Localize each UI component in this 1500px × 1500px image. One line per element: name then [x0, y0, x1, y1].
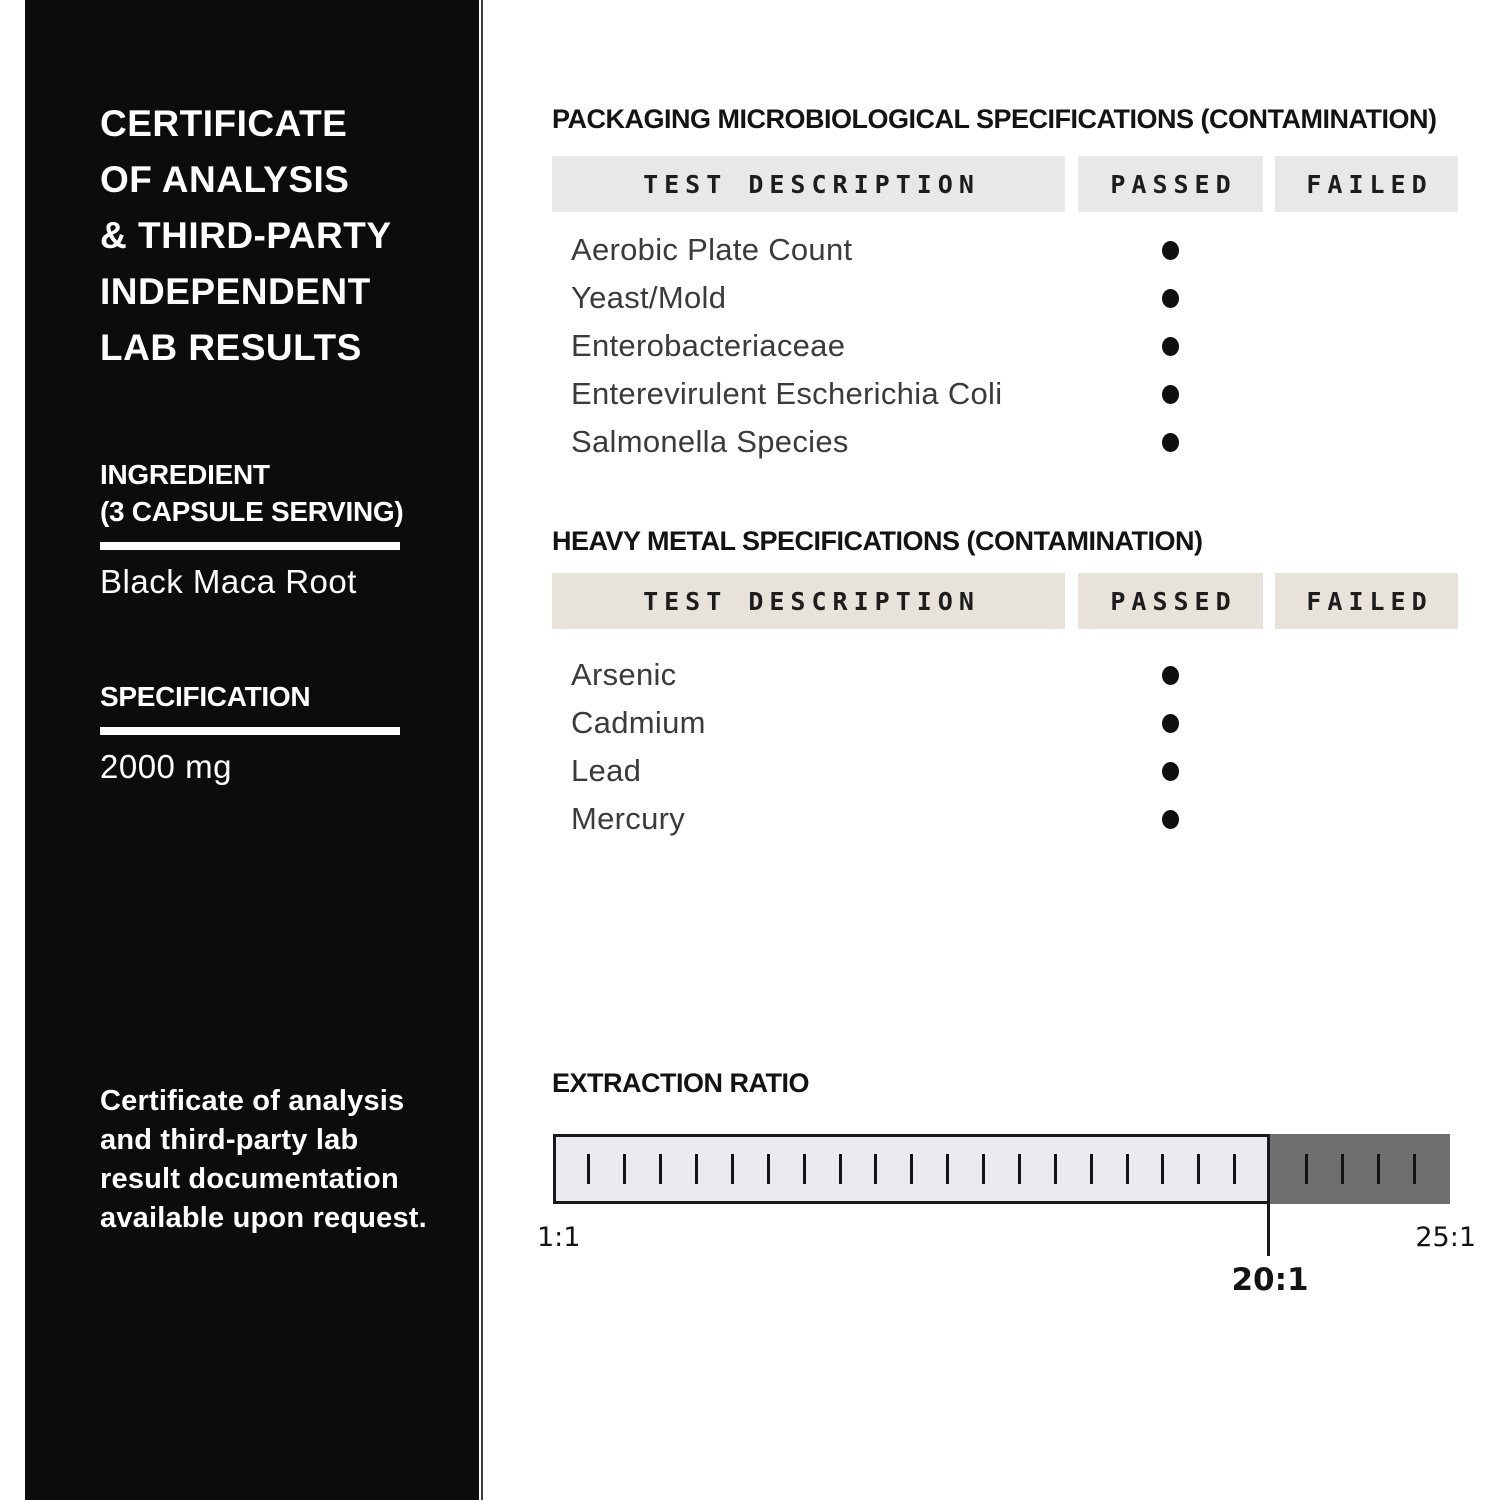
ingredient-section — [100, 456, 403, 602]
passed-dot — [1162, 433, 1179, 452]
ratio-tick — [587, 1154, 590, 1184]
table-row — [552, 226, 1458, 274]
column-header-passed: PASSED — [1078, 573, 1263, 629]
vertical-divider — [481, 0, 483, 1500]
heavy-metal-table-body — [552, 651, 1458, 843]
test-description: Arsenic — [571, 657, 677, 692]
ratio-tick — [659, 1154, 662, 1184]
microbiological-table-body — [552, 226, 1458, 466]
ingredient-value: Black Maca Root — [100, 563, 357, 600]
test-description: Salmonella Species — [571, 424, 849, 459]
test-description: Yeast/Mold — [571, 280, 727, 315]
ratio-tick — [946, 1154, 949, 1184]
extraction-ratio-heading: EXTRACTION RATIO — [552, 1068, 809, 1098]
specification-value: 2000 mg — [100, 748, 232, 785]
test-description: Lead — [571, 753, 642, 788]
ratio-tick — [1413, 1154, 1416, 1184]
column-header-test-description: TEST DESCRIPTION — [552, 573, 1065, 629]
passed-dot — [1162, 714, 1179, 733]
availability-note: Certificate of analysis and third-party lab result documentation available upon request. — [100, 1085, 427, 1234]
page-title-line: & THIRD-PARTY — [100, 215, 392, 256]
ratio-min-label: 1:1 — [537, 1222, 581, 1253]
page-title-line: INDEPENDENT — [100, 271, 371, 312]
ratio-tick — [839, 1154, 842, 1184]
extraction-ratio-bar — [553, 1134, 1450, 1204]
ratio-value-label: 20:1 — [1231, 1262, 1309, 1298]
table-row — [552, 795, 1458, 843]
table-row — [552, 322, 1458, 370]
ratio-tick — [910, 1154, 913, 1184]
page-title — [100, 96, 392, 376]
specification-section — [100, 678, 400, 787]
ratio-tick — [982, 1154, 985, 1184]
ratio-tick — [1233, 1154, 1236, 1184]
passed-dot — [1162, 241, 1179, 260]
ratio-tick — [731, 1154, 734, 1184]
table-row — [552, 274, 1458, 322]
microbiological-table-header — [552, 156, 1458, 212]
passed-dot — [1162, 337, 1179, 356]
passed-dot — [1162, 385, 1179, 404]
column-header-passed: PASSED — [1078, 156, 1263, 212]
ratio-tick — [1090, 1154, 1093, 1184]
ratio-tick — [1197, 1154, 1200, 1184]
ratio-tick — [1377, 1154, 1380, 1184]
test-description: Mercury — [571, 801, 686, 836]
passed-dot — [1162, 762, 1179, 781]
ratio-tick — [1341, 1154, 1344, 1184]
ratio-remaining-segment — [1270, 1134, 1450, 1204]
ratio-marker-line — [1267, 1134, 1270, 1256]
table-row — [552, 747, 1458, 795]
ratio-tick — [1054, 1154, 1057, 1184]
test-description: Aerobic Plate Count — [571, 232, 853, 267]
column-header-failed: FAILED — [1275, 156, 1458, 212]
table-row — [552, 418, 1458, 466]
ratio-tick — [803, 1154, 806, 1184]
test-description: Enterobacteriaceae — [571, 328, 846, 363]
ratio-tick — [1161, 1154, 1164, 1184]
ratio-tick — [1126, 1154, 1129, 1184]
white-rule — [100, 727, 400, 735]
ratio-tick — [695, 1154, 698, 1184]
passed-dot — [1162, 666, 1179, 685]
table-row — [552, 651, 1458, 699]
column-header-failed: FAILED — [1275, 573, 1458, 629]
passed-dot — [1162, 810, 1179, 829]
test-description: Cadmium — [571, 705, 706, 740]
heavy-metal-section-heading: HEAVY METAL SPECIFICATIONS (CONTAMINATION) — [552, 526, 1203, 556]
info-panel — [25, 0, 479, 1500]
test-description: Enterevirulent Escherichia Coli — [571, 376, 1003, 411]
ratio-tick — [1018, 1154, 1021, 1184]
ingredient-heading: INGREDIENT (3 CAPSULE SERVING) — [100, 459, 404, 527]
microbiological-section-heading: PACKAGING MICROBIOLOGICAL SPECIFICATIONS (CONTAMINATION) — [552, 104, 1437, 134]
ratio-tick — [623, 1154, 626, 1184]
ratio-tick — [1305, 1154, 1308, 1184]
specification-heading: SPECIFICATION — [100, 681, 311, 712]
table-row — [552, 699, 1458, 747]
passed-dot — [1162, 289, 1179, 308]
page-title-line: CERTIFICATE — [100, 103, 348, 144]
page-title-line: OF ANALYSIS — [100, 159, 350, 200]
column-header-test-description: TEST DESCRIPTION — [552, 156, 1065, 212]
ratio-tick — [767, 1154, 770, 1184]
ratio-max-label: 25:1 — [1415, 1222, 1476, 1253]
table-row — [552, 370, 1458, 418]
heavy-metal-table-header — [552, 573, 1458, 629]
ratio-tick — [874, 1154, 877, 1184]
white-rule — [100, 542, 400, 550]
page-title-line: LAB RESULTS — [100, 327, 362, 368]
